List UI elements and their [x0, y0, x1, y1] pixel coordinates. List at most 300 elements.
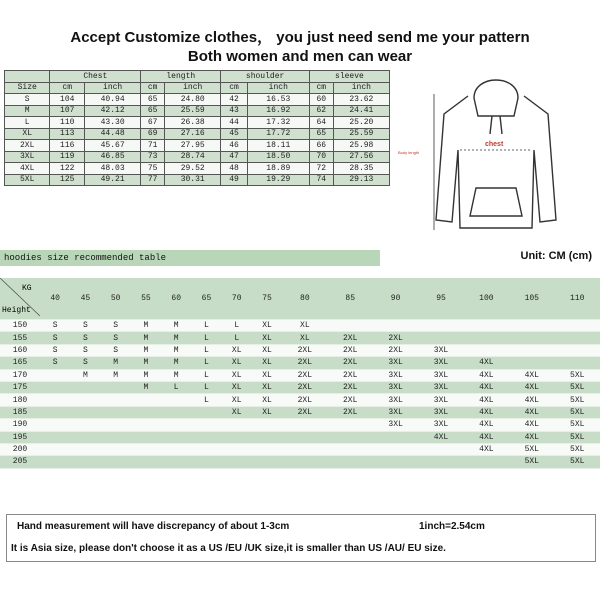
unit-label: Unit: CM (cm)	[520, 250, 592, 262]
rec-cell	[101, 419, 131, 431]
rec-cell	[222, 456, 252, 468]
size-cell: 28.35	[333, 163, 389, 175]
size-row	[5, 105, 390, 117]
rec-cell	[131, 431, 161, 443]
size-cell: 42.12	[85, 105, 141, 117]
size-cell: 25.59	[165, 105, 221, 117]
size-cell: 48.03	[85, 163, 141, 175]
rec-cell: L	[191, 357, 221, 369]
rec-cell	[222, 443, 252, 455]
rec-cell	[161, 394, 191, 406]
rec-height: 155	[0, 332, 40, 344]
rec-cell: 2XL	[282, 344, 327, 356]
size-row	[5, 163, 390, 175]
rec-cell	[101, 394, 131, 406]
rec-cell	[70, 419, 100, 431]
size-cell: 47	[221, 151, 247, 163]
size-cell: 27.95	[165, 140, 221, 152]
rec-cell: L	[222, 320, 252, 332]
size-subheader: inch	[165, 82, 221, 94]
rec-cell: S	[40, 344, 70, 356]
size-cell: 66	[309, 140, 333, 152]
rec-cell: XL	[252, 394, 282, 406]
rec-cell: M	[131, 320, 161, 332]
rec-cell: 4XL	[509, 369, 554, 381]
rec-row	[0, 332, 600, 344]
rec-cell: XL	[222, 381, 252, 393]
rec-cell: 4XL	[509, 394, 554, 406]
size-cell: 17.72	[247, 128, 309, 140]
size-cell: 125	[50, 174, 85, 186]
chest-label: chest	[485, 141, 504, 148]
size-corner	[5, 71, 50, 83]
size-group-header: sleeve	[309, 71, 389, 83]
rec-cell	[328, 419, 373, 431]
rec-row	[0, 381, 600, 393]
rec-cell: 2XL	[328, 394, 373, 406]
size-cell: 28.74	[165, 151, 221, 163]
rec-height: 175	[0, 381, 40, 393]
rec-row	[0, 456, 600, 468]
rec-cell: 5XL	[554, 431, 600, 443]
rec-cell	[70, 406, 100, 418]
rec-cell	[328, 443, 373, 455]
rec-corner	[0, 278, 40, 320]
rec-cell: 2XL	[328, 369, 373, 381]
rec-cell: M	[131, 344, 161, 356]
rec-cell: 3XL	[418, 381, 463, 393]
rec-height: 150	[0, 320, 40, 332]
size-subheader: cm	[221, 82, 247, 94]
size-cell: 65	[141, 105, 165, 117]
recommend-table	[0, 278, 600, 469]
rec-cell	[101, 443, 131, 455]
rec-cell	[373, 431, 418, 443]
rec-cell: 3XL	[418, 394, 463, 406]
rec-cell: 4XL	[464, 369, 509, 381]
rec-cell	[70, 443, 100, 455]
rec-cell: 2XL	[373, 344, 418, 356]
size-cell: 24.80	[165, 94, 221, 106]
rec-cell	[282, 443, 327, 455]
note-inch: 1inch=2.54cm	[419, 521, 485, 532]
rec-weight-header: 100	[464, 278, 509, 320]
rec-cell	[222, 419, 252, 431]
size-subheader-row	[5, 82, 390, 94]
rec-cell: XL	[252, 344, 282, 356]
size-row	[5, 140, 390, 152]
rec-cell: 5XL	[554, 381, 600, 393]
rec-height: 205	[0, 456, 40, 468]
rec-weight-header: 105	[509, 278, 554, 320]
size-subheader: cm	[141, 82, 165, 94]
rec-cell: 5XL	[509, 456, 554, 468]
rec-cell: XL	[222, 357, 252, 369]
rec-height: 190	[0, 419, 40, 431]
size-cell: 67	[141, 117, 165, 129]
rec-cell: 2XL	[328, 332, 373, 344]
size-cell: 70	[309, 151, 333, 163]
rec-cell: L	[191, 369, 221, 381]
size-cell: 107	[50, 105, 85, 117]
rec-height: 195	[0, 431, 40, 443]
rec-height: 180	[0, 394, 40, 406]
size-subheader: cm	[309, 82, 333, 94]
rec-cell: XL	[252, 357, 282, 369]
rec-cell	[373, 320, 418, 332]
rec-weight-header: 70	[222, 278, 252, 320]
size-cell: L	[5, 117, 50, 129]
size-cell: 49	[221, 174, 247, 186]
size-cell: 46	[221, 140, 247, 152]
rec-cell	[418, 443, 463, 455]
rec-row	[0, 369, 600, 381]
size-cell: 2XL	[5, 140, 50, 152]
rec-cell: 4XL	[464, 406, 509, 418]
size-cell: 44	[221, 117, 247, 129]
rec-cell	[418, 320, 463, 332]
rec-cell	[509, 320, 554, 332]
rec-cell: 2XL	[373, 332, 418, 344]
size-cell: 77	[141, 174, 165, 186]
rec-height: 200	[0, 443, 40, 455]
rec-cell: 3XL	[418, 369, 463, 381]
rec-cell: XL	[282, 332, 327, 344]
rec-cell	[509, 357, 554, 369]
size-subheader: Size	[5, 82, 50, 94]
rec-cell	[101, 406, 131, 418]
rec-cell	[101, 381, 131, 393]
size-cell: 18.11	[247, 140, 309, 152]
rec-cell	[101, 456, 131, 468]
size-row	[5, 151, 390, 163]
size-group-header: shoulder	[221, 71, 310, 83]
rec-cell	[40, 431, 70, 443]
rec-cell	[191, 406, 221, 418]
rec-cell: L	[191, 381, 221, 393]
rec-cell	[464, 320, 509, 332]
size-cell: 44.48	[85, 128, 141, 140]
size-cell: 113	[50, 128, 85, 140]
size-cell: 40.94	[85, 94, 141, 106]
size-cell: M	[5, 105, 50, 117]
size-cell: 119	[50, 151, 85, 163]
rec-cell: 2XL	[328, 344, 373, 356]
rec-cell	[554, 320, 600, 332]
rec-row	[0, 419, 600, 431]
rec-row	[0, 320, 600, 332]
rec-corner-diagonal	[0, 278, 40, 316]
size-cell: 26.38	[165, 117, 221, 129]
size-cell: 104	[50, 94, 85, 106]
size-cell: 73	[141, 151, 165, 163]
rec-cell: 4XL	[509, 419, 554, 431]
rec-cell: S	[40, 320, 70, 332]
rec-weight-header: 80	[282, 278, 327, 320]
size-cell: 46.85	[85, 151, 141, 163]
rec-cell: 4XL	[418, 431, 463, 443]
size-subheader: inch	[85, 82, 141, 94]
size-cell: 27.16	[165, 128, 221, 140]
rec-cell	[252, 456, 282, 468]
hoodie-pocket	[470, 188, 522, 216]
size-cell: 24.41	[333, 105, 389, 117]
rec-row	[0, 357, 600, 369]
size-cell: 71	[141, 140, 165, 152]
rec-cell: 2XL	[282, 406, 327, 418]
size-cell: 5XL	[5, 174, 50, 186]
rec-cell: M	[131, 357, 161, 369]
size-cell: 69	[141, 128, 165, 140]
rec-cell	[464, 332, 509, 344]
header-line-2: Both women and men can wear	[187, 48, 413, 65]
rec-cell: 3XL	[418, 357, 463, 369]
rec-cell	[131, 443, 161, 455]
rec-cell	[282, 431, 327, 443]
note-box	[6, 514, 596, 562]
size-cell: 110	[50, 117, 85, 129]
rec-cell	[131, 456, 161, 468]
size-cell: 49.21	[85, 174, 141, 186]
rec-cell: 4XL	[509, 406, 554, 418]
rec-cell: L	[191, 344, 221, 356]
size-group-header: length	[141, 71, 221, 83]
rec-cell: L	[191, 320, 221, 332]
size-cell: 43.30	[85, 117, 141, 129]
size-cell: 60	[309, 94, 333, 106]
rec-cell: 5XL	[554, 443, 600, 455]
rec-cell: 5XL	[554, 394, 600, 406]
size-cell: XL	[5, 128, 50, 140]
rec-weight-header: 75	[252, 278, 282, 320]
rec-cell: 3XL	[418, 344, 463, 356]
size-cell: S	[5, 94, 50, 106]
rec-cell	[161, 406, 191, 418]
rec-cell	[418, 332, 463, 344]
size-cell: 42	[221, 94, 247, 106]
size-cell: 17.32	[247, 117, 309, 129]
rec-cell	[131, 419, 161, 431]
size-table	[4, 70, 390, 186]
size-group-header: Chest	[50, 71, 141, 83]
size-cell: 3XL	[5, 151, 50, 163]
header-line-1: Accept Customize clothes， you just need send me your pattern	[70, 29, 530, 46]
rec-cell: S	[70, 357, 100, 369]
rec-cell	[131, 394, 161, 406]
rec-cell: S	[40, 357, 70, 369]
rec-cell	[40, 443, 70, 455]
rec-cell: S	[70, 320, 100, 332]
rec-height: 185	[0, 406, 40, 418]
rec-cell	[554, 357, 600, 369]
rec-cell: M	[101, 369, 131, 381]
size-cell: 65	[141, 94, 165, 106]
rec-cell: 3XL	[373, 406, 418, 418]
rec-cell: 5XL	[509, 443, 554, 455]
rec-cell: 4XL	[464, 357, 509, 369]
rec-weight-header: 55	[131, 278, 161, 320]
rec-cell	[70, 431, 100, 443]
size-cell: 23.62	[333, 94, 389, 106]
rec-cell: M	[131, 369, 161, 381]
rec-cell: 2XL	[282, 357, 327, 369]
rec-cell: M	[161, 369, 191, 381]
rec-cell: S	[70, 332, 100, 344]
rec-cell: 3XL	[373, 369, 418, 381]
rec-cell: S	[70, 344, 100, 356]
rec-cell	[191, 456, 221, 468]
rec-cell: 3XL	[373, 381, 418, 393]
rec-cell	[252, 419, 282, 431]
size-cell: 43	[221, 105, 247, 117]
rec-weight-header: 90	[373, 278, 418, 320]
size-cell: 16.53	[247, 94, 309, 106]
rec-cell: M	[161, 357, 191, 369]
rec-cell	[40, 369, 70, 381]
rec-corner-height: Height	[2, 306, 31, 315]
rec-height: 160	[0, 344, 40, 356]
rec-cell: M	[161, 320, 191, 332]
rec-cell: XL	[252, 320, 282, 332]
rec-cell	[161, 456, 191, 468]
rec-cell: M	[101, 357, 131, 369]
rec-cell	[70, 456, 100, 468]
rec-cell	[101, 431, 131, 443]
rec-cell	[161, 443, 191, 455]
rec-cell	[328, 456, 373, 468]
rec-cell	[418, 456, 463, 468]
rec-header-row	[0, 278, 600, 320]
rec-cell: XL	[222, 344, 252, 356]
rec-cell: 2XL	[328, 381, 373, 393]
size-cell: 18.89	[247, 163, 309, 175]
rec-cell: XL	[252, 332, 282, 344]
rec-row	[0, 431, 600, 443]
rec-cell	[554, 332, 600, 344]
rec-cell: M	[161, 332, 191, 344]
size-cell: 75	[141, 163, 165, 175]
rec-cell: XL	[252, 381, 282, 393]
rec-cell: XL	[222, 394, 252, 406]
rec-cell: 5XL	[554, 369, 600, 381]
rec-cell: 5XL	[554, 419, 600, 431]
rec-cell: 2XL	[282, 381, 327, 393]
rec-cell: 4XL	[464, 394, 509, 406]
rec-cell: 2XL	[282, 394, 327, 406]
rec-cell: 3XL	[373, 419, 418, 431]
rec-cell	[509, 344, 554, 356]
size-cell: 122	[50, 163, 85, 175]
rec-cell: 3XL	[373, 394, 418, 406]
rec-weight-header: 60	[161, 278, 191, 320]
rec-cell	[40, 394, 70, 406]
size-cell: 64	[309, 117, 333, 129]
rec-corner-kg: KG	[22, 284, 32, 293]
rec-cell: 4XL	[464, 381, 509, 393]
rec-cell	[252, 431, 282, 443]
size-cell: 48	[221, 163, 247, 175]
rec-cell: 4XL	[464, 443, 509, 455]
rec-cell: 3XL	[418, 406, 463, 418]
rec-cell	[40, 381, 70, 393]
size-group-row	[5, 71, 390, 83]
rec-cell: L	[161, 381, 191, 393]
rec-cell	[131, 406, 161, 418]
length-label: Body length	[398, 150, 420, 155]
rec-row	[0, 406, 600, 418]
rec-cell	[222, 431, 252, 443]
rec-cell	[509, 332, 554, 344]
rec-height: 170	[0, 369, 40, 381]
size-row	[5, 94, 390, 106]
rec-cell	[40, 419, 70, 431]
rec-cell	[70, 394, 100, 406]
rec-row	[0, 394, 600, 406]
rec-cell	[252, 443, 282, 455]
size-cell: 72	[309, 163, 333, 175]
size-subheader: inch	[247, 82, 309, 94]
rec-cell	[554, 344, 600, 356]
note-line-1: Hand measurement will have discrepancy of about 1-3cm	[17, 521, 290, 532]
hoodie-diagram	[396, 70, 596, 240]
size-cell: 19.29	[247, 174, 309, 186]
rec-cell	[464, 456, 509, 468]
rec-weight-header: 95	[418, 278, 463, 320]
size-cell: 4XL	[5, 163, 50, 175]
size-cell: 29.13	[333, 174, 389, 186]
rec-cell	[464, 344, 509, 356]
rec-cell: S	[101, 320, 131, 332]
rec-cell	[328, 431, 373, 443]
rec-cell: L	[222, 332, 252, 344]
rec-weight-header: 65	[191, 278, 221, 320]
rec-cell: M	[161, 344, 191, 356]
size-cell: 25.59	[333, 128, 389, 140]
rec-cell: 4XL	[509, 431, 554, 443]
rec-cell: 2XL	[328, 406, 373, 418]
rec-cell	[282, 456, 327, 468]
rec-cell: XL	[282, 320, 327, 332]
rec-cell: 5XL	[554, 406, 600, 418]
rec-weight-header: 45	[70, 278, 100, 320]
rec-cell: XL	[222, 406, 252, 418]
size-cell: 27.56	[333, 151, 389, 163]
size-cell: 74	[309, 174, 333, 186]
rec-cell	[191, 419, 221, 431]
rec-cell: 3XL	[373, 357, 418, 369]
rec-cell: XL	[222, 369, 252, 381]
rec-row	[0, 443, 600, 455]
size-row	[5, 174, 390, 186]
rec-cell: 5XL	[554, 456, 600, 468]
rec-cell: M	[131, 332, 161, 344]
note-line-2: It is Asia size, please don't choose it as a US /EU /UK size,it is smaller than US /AU/ EU size.	[11, 543, 446, 554]
rec-cell: 4XL	[509, 381, 554, 393]
rec-cell: XL	[252, 406, 282, 418]
rec-cell: S	[101, 344, 131, 356]
size-row	[5, 117, 390, 129]
rec-cell: 2XL	[328, 357, 373, 369]
size-cell: 25.20	[333, 117, 389, 129]
rec-cell	[373, 443, 418, 455]
rec-cell: 2XL	[282, 369, 327, 381]
size-cell: 45.67	[85, 140, 141, 152]
rec-cell	[373, 456, 418, 468]
hoodie-hood	[474, 80, 518, 116]
rec-cell	[40, 456, 70, 468]
rec-cell	[328, 320, 373, 332]
size-cell: 18.50	[247, 151, 309, 163]
